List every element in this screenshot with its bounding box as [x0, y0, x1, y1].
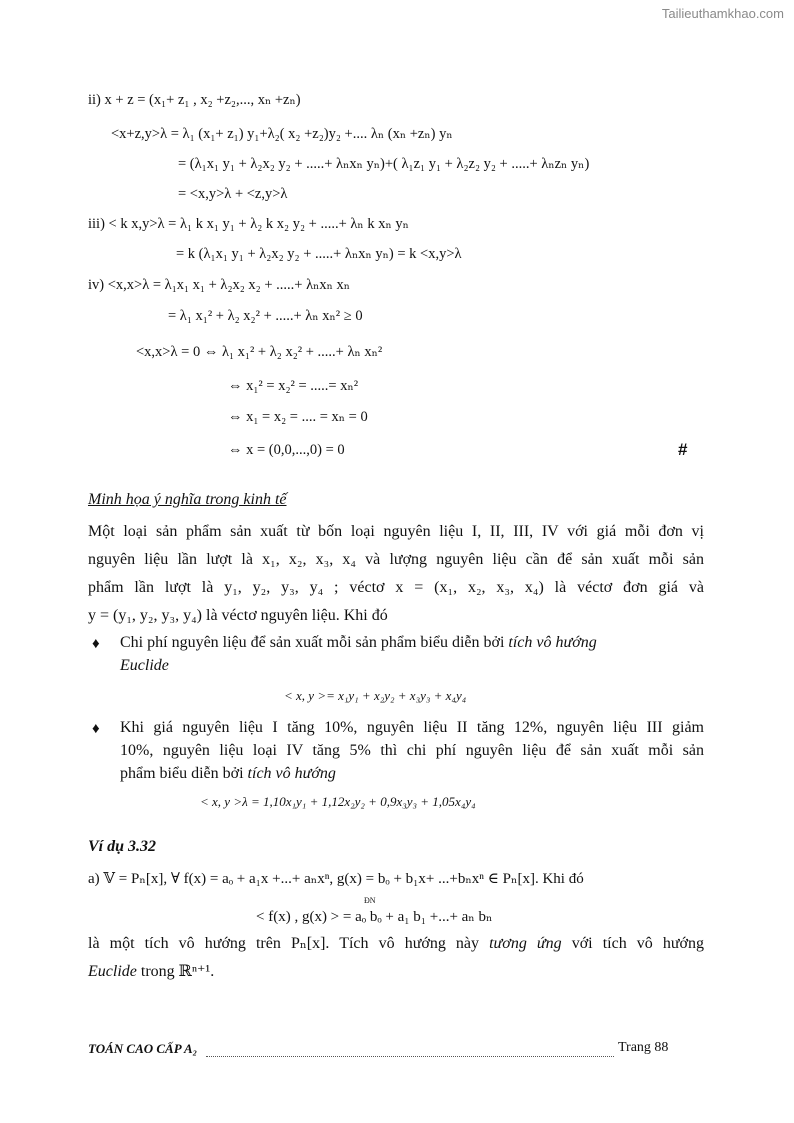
proof-iv-line-6: ⇔ x = (0,0,...,0) = 0 [228, 442, 345, 458]
watermark: Tailieuthamkhao.com [661, 6, 784, 21]
footer-dotted-leader [206, 1056, 614, 1057]
proof-ii-line-1: ii) x + z = (x₁+ z₁ , x₂ +z₂,..., xₙ +zₙ) [88, 92, 301, 108]
footer-title: TOÁN CAO CẤP A₂ [88, 1041, 198, 1056]
bullet-2-line: 10%, nguyên liệu loại IV tăng 5% thì chi phí nguyên liệu để sản xuất mỗi sản [120, 742, 704, 759]
intro-line: phẩm lần lượt là y₁, y₂, y₃, y₄ ; véctơ x = (x₁, x₂, x₃, x₄) là véctơ đơn giá và [88, 579, 704, 596]
intro-paragraph [88, 518, 704, 630]
example-conclusion [88, 930, 704, 986]
bullet-2-line: Khi giá nguyên liệu I tăng 10%, nguyên liệu II tăng 12%, nguyên liệu III giảm [120, 719, 704, 736]
conclusion-text: với tích vô hướng [561, 935, 705, 952]
intro-line: nguyên liệu lần lượt là x₁, x₂, x₃, x₄ và lượng nguyên liệu cần để sản xuất mỗi sản [88, 551, 704, 568]
bullet-1-text [120, 631, 704, 677]
conclusion-line [88, 958, 704, 986]
intro-line: Một loại sản phẩm sản xuất từ bốn loại nguyên liệu I, II, III, IV với giá mỗi đơn vị [88, 523, 704, 540]
proof-iv-line-2: = λ₁ x₁² + λ₂ x₂² + .....+ λₙ xₙ² ≥ 0 [168, 308, 363, 324]
bullet-2-formula: < x, y >λ = 1,10x₁y₁ + 1,12x₂y₂ + 0,9x₃y₃ + 1,05x₄y₄ [200, 794, 476, 809]
bullet-diamond-icon: ♦ [92, 721, 100, 737]
example-formula: < f(x) , g(x) > = aₒ bₒ + a₁ b₁ +...+ aₙ bₙ [256, 909, 493, 925]
bullet-2-text-part: phẩm biểu diễn bởi [120, 765, 248, 782]
proof-iv-line-3: <x,x>λ = 0 ⇔ λ₁ x₁² + λ₂ x₂² + .....+ λₙ xₙ² [136, 344, 383, 360]
conclusion-text: là một tích vô hướng trên Pₙ[x]. Tích vô hướng này [88, 935, 490, 952]
intro-line: y = (y₁, y₂, y₃, y₄) là véctơ nguyên liệu. Khi đó [88, 607, 388, 624]
bullet-1-italic-euclide: Euclide [120, 657, 169, 674]
bullet-1-formula: < x, y >= x₁y₁ + x₂y₂ + x₃y₃ + x₄y₄ [284, 688, 467, 703]
bullet-1-line [120, 631, 704, 654]
conclusion-text: trong ℝⁿ⁺¹. [136, 963, 215, 980]
conclusion-italic: tương ứng [489, 935, 562, 952]
bullet-diamond-icon: ♦ [92, 636, 100, 652]
proof-iii-line-1: iii) < k x,y>λ = λ₁ k x₁ y₁ + λ₂ k x₂ y₂ + .....+ λₙ k xₙ yₙ [88, 216, 409, 232]
bullet-2-line [120, 762, 704, 785]
bullet-2-italic: tích vô hướng [247, 765, 336, 782]
example-title: Ví dụ 3.32 [88, 838, 157, 855]
proof-iv-line-5: ⇔ x₁ = x₂ = .... = xₙ = 0 [228, 409, 368, 425]
bullet-2-text [120, 716, 704, 785]
bullet-1-line [120, 654, 704, 677]
proof-ii-line-4: = <x,y>λ + <z,y>λ [178, 186, 288, 202]
conclusion-line [88, 930, 704, 958]
proof-iv-line-1: iv) <x,x>λ = λ₁x₁ x₁ + λ₂x₂ x₂ + .....+ λₙxₙ xₙ [88, 277, 351, 293]
bullet-1-italic: tích vô hướng [508, 634, 597, 651]
example-line-a: a) 𝕍 = Pₙ[x], ∀ f(x) = aₒ + a₁x +...+ aₙxⁿ, g(x) = bₒ + b₁x+ ...+bₙxⁿ ∈ Pₙ[x]. Khi đó [88, 871, 584, 887]
proof-iv-line-4: ⇔ x₁² = x₂² = .....= xₙ² [228, 378, 359, 394]
qed-mark: # [678, 440, 688, 459]
bullet-1-text-part: Chi phí nguyên liệu để sản xuất mỗi sản phẩm biểu diễn bởi [120, 634, 509, 651]
conclusion-italic-euclide: Euclide [88, 963, 137, 980]
footer-page-number: Trang 88 [618, 1040, 669, 1055]
proof-ii-line-2: <x+z,y>λ = λ₁ (x₁+ z₁) y₁+λ₂( x₂ +z₂)y₂ +.... λₙ (xₙ +zₙ) yₙ [111, 126, 453, 142]
proof-iii-line-2: = k (λ₁x₁ y₁ + λ₂x₂ y₂ + .....+ λₙxₙ yₙ) = k <x,y>λ [176, 246, 462, 262]
definition-label: ĐN [364, 896, 376, 905]
section-title: Minh họa ý nghĩa trong kinh tế [88, 491, 287, 508]
proof-ii-line-3: = (λ₁x₁ y₁ + λ₂x₂ y₂ + .....+ λₙxₙ yₙ)+( λ₁z₁ y₁ + λ₂z₂ y₂ + .....+ λₙzₙ yₙ) [178, 156, 590, 172]
